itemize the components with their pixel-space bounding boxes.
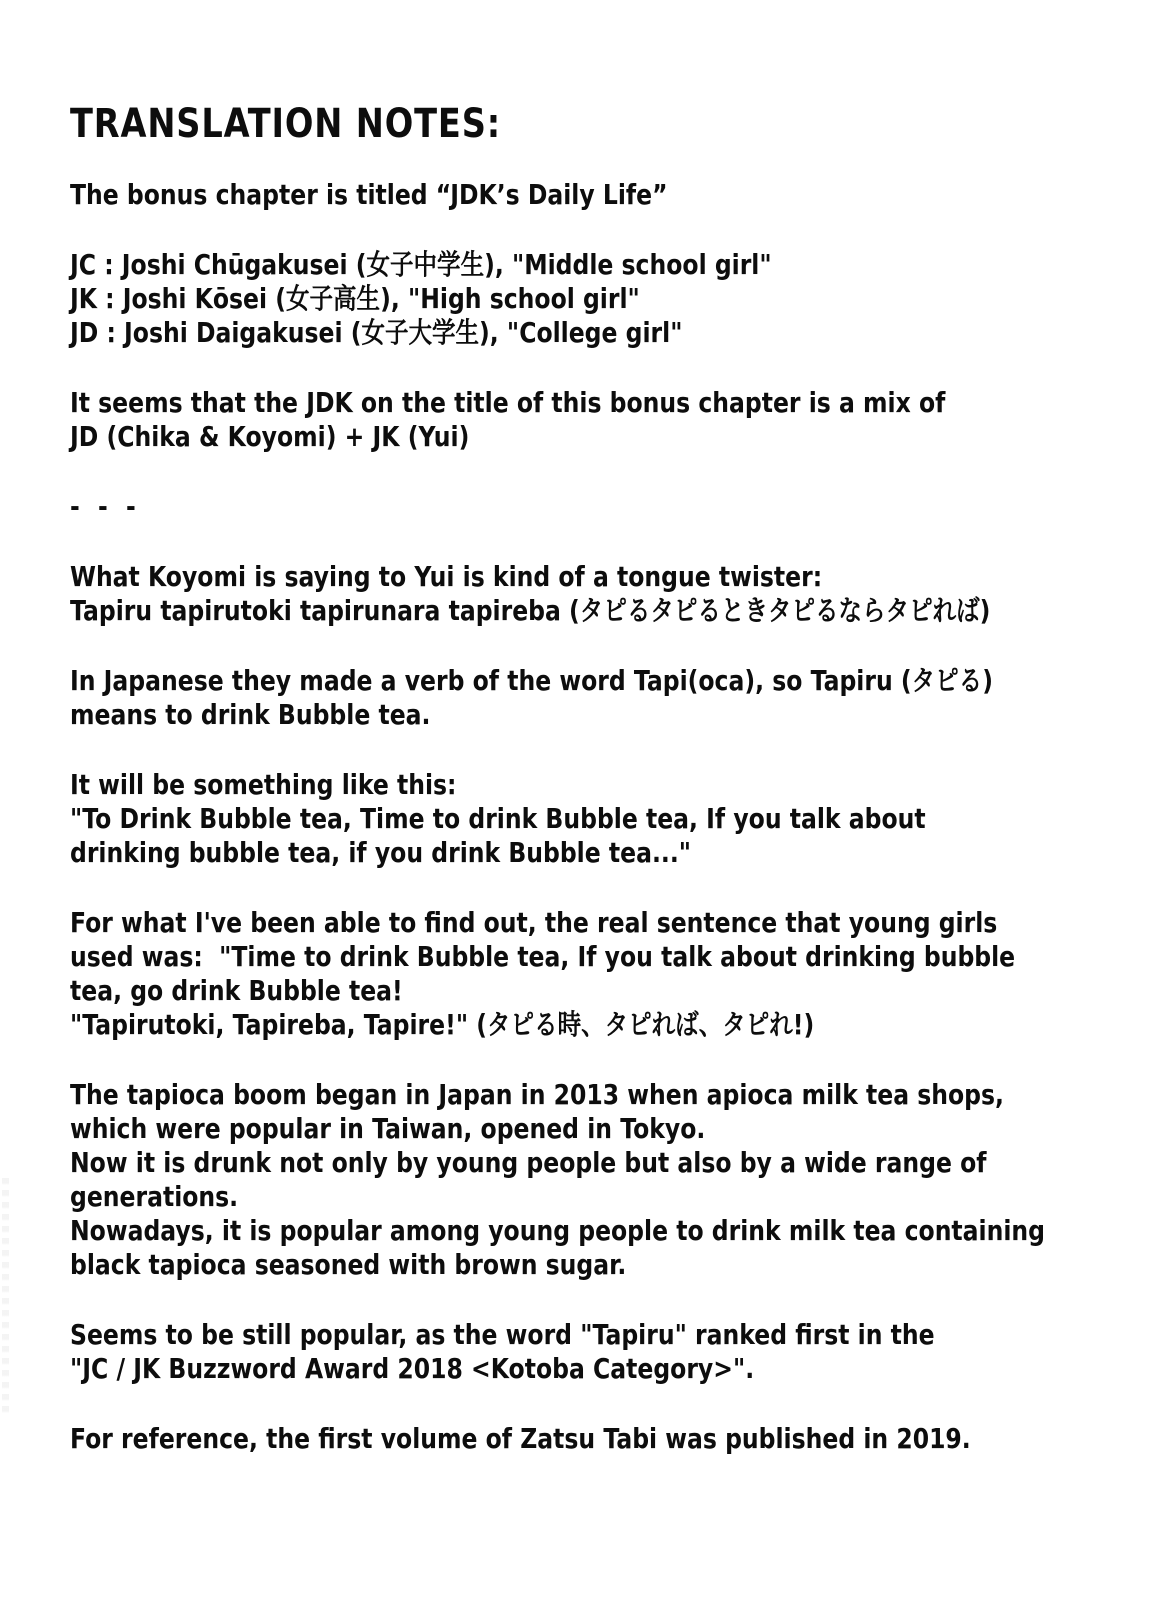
text-line: For what I've been able to find out, the real sentence that young girls	[70, 906, 998, 939]
text-line: used was: "Time to drink Bubble tea, If you talk about drinking bubble	[70, 940, 1016, 973]
text-line: In Japanese they made a verb of the word Tapi(oca), so Tapiru (タピる)	[70, 664, 993, 697]
text-line: The bonus chapter is titled “JDK’s Daily Life”	[70, 178, 668, 211]
text-line: Seems to be still popular, as the word "Tapiru" ranked first in the	[70, 1318, 935, 1351]
text-line: It will be something like this:	[70, 768, 457, 801]
paragraph-buzzword-award	[70, 1318, 1149, 1386]
paragraph-bonus-chapter-title	[70, 178, 1149, 212]
paragraph-real-sentence	[70, 906, 1149, 1042]
text-line: means to drink Bubble tea.	[70, 698, 431, 731]
paragraph-tongue-twister	[70, 560, 1149, 628]
text-line: The tapioca boom began in Japan in 2013 when apioca milk tea shops,	[70, 1078, 1004, 1111]
paragraph-reference	[70, 1422, 1149, 1456]
text-line: JD : Joshi Daigakusei (女子大学生), "College girl"	[70, 316, 683, 349]
paragraph-abbreviations	[70, 248, 1149, 350]
text-line: JK : Joshi Kōsei (女子高生), "High school girl"	[70, 282, 640, 315]
text-line: "Tapirutoki, Tapireba, Tapire!" (タピる時、タピれば、タピれ!)	[70, 1008, 815, 1041]
text-line: JD (Chika & Koyomi) + JK (Yui)	[70, 420, 470, 453]
text-line: generations.	[70, 1180, 239, 1213]
paragraph-jdk-mix	[70, 386, 1149, 454]
text-line: which were popular in Taiwan, opened in Tokyo.	[70, 1112, 706, 1145]
text-line: Tapiru tapirutoki tapirunara tapireba (タピるタピるときタピるならタピれば)	[70, 594, 991, 627]
divider-dashes: - - -	[70, 490, 141, 523]
page-title: TRANSLATION NOTES:	[70, 101, 502, 147]
scan-artifact	[2, 1178, 9, 1413]
paragraph-tapioca-boom	[70, 1078, 1149, 1282]
text-line: What Koyomi is saying to Yui is kind of a tongue twister:	[70, 560, 823, 593]
text-line: drinking bubble tea, if you drink Bubble tea..."	[70, 836, 692, 869]
text-line: tea, go drink Bubble tea!	[70, 974, 403, 1007]
text-line: "To Drink Bubble tea, Time to drink Bubble tea, If you talk about	[70, 802, 926, 835]
text-line: "JC / JK Buzzword Award 2018 <Kotoba Category>".	[70, 1352, 755, 1385]
text-line: It seems that the JDK on the title of this bonus chapter is a mix of	[70, 386, 946, 419]
text-line: JC : Joshi Chūgakusei (女子中学生), "Middle school girl"	[70, 248, 772, 281]
notes-content	[70, 100, 1149, 1456]
text-line: Nowadays, it is popular among young people to drink milk tea containing	[70, 1214, 1046, 1247]
text-line: Now it is drunk not only by young people but also by a wide range of	[70, 1146, 987, 1179]
section-divider	[70, 490, 1149, 524]
text-line: black tapioca seasoned with brown sugar.	[70, 1248, 627, 1281]
text-line: For reference, the first volume of Zatsu Tabi was published in 2019.	[70, 1422, 971, 1455]
paragraph-translation-attempt	[70, 768, 1149, 870]
paragraph-tapiru-verb	[70, 664, 1149, 732]
